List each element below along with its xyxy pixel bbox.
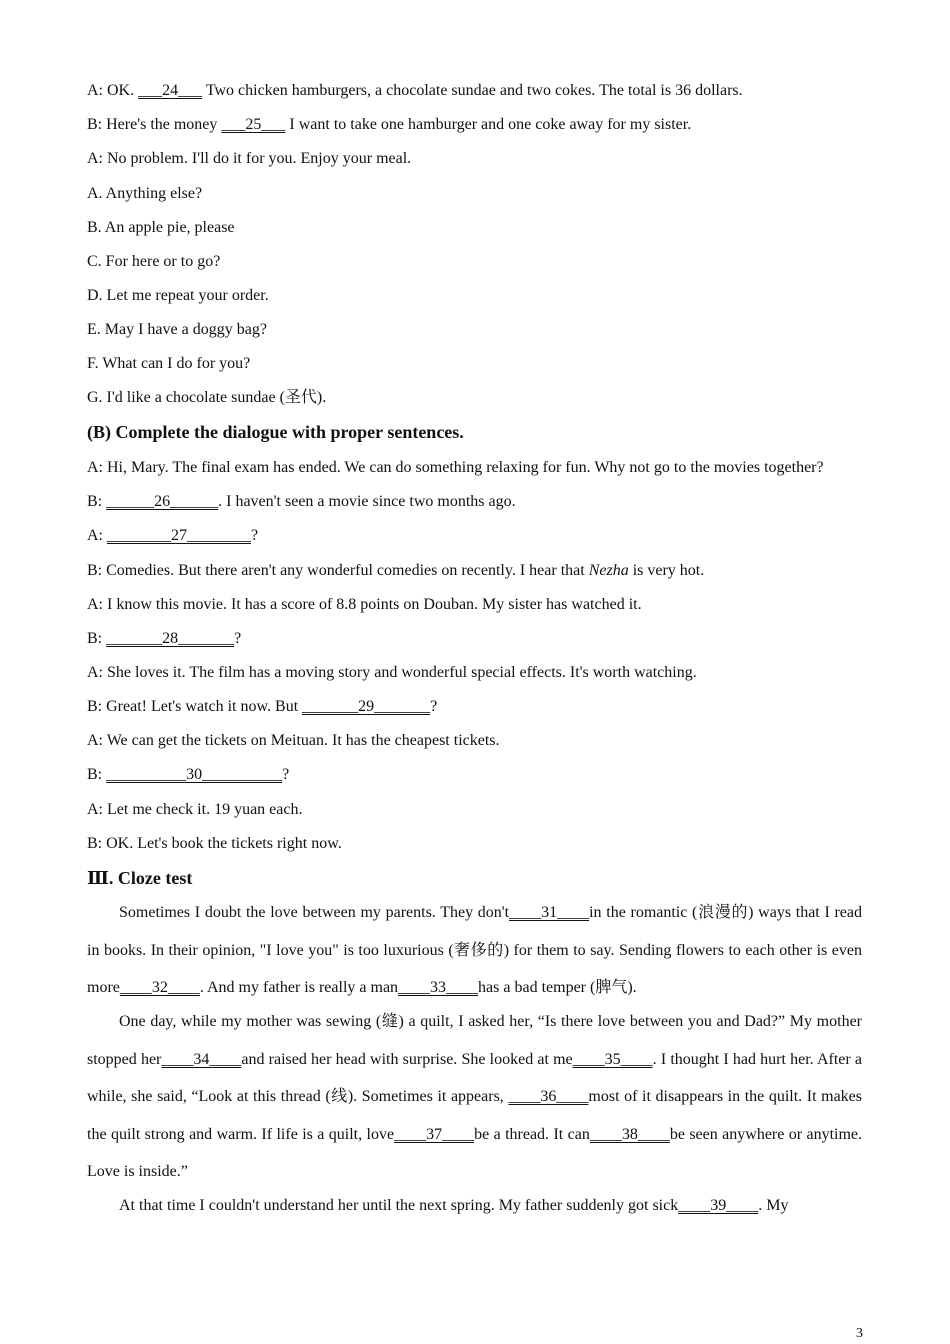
answer-blank-31: ____31____ [509,904,590,921]
cloze-text: . My [758,1197,789,1214]
line-text: A: Let me check it. 19 yuan each. [87,801,303,818]
answer-blank-30: __________30__________ [106,766,283,783]
answer-blank-25: ___25___ [221,116,286,133]
line-text: ? [251,527,259,544]
answer-blank-36: ____36____ [508,1088,589,1105]
cloze-text: most of it disappears in the quilt. It makes the quilt strong and warm. If life is a quilt, love [87,1088,862,1143]
cloze-paragraph-2 [87,1003,862,1191]
line-text: A: Hi, Mary. The final exam has ended. We can do something relaxing for fun. Why not go to the movies together? [87,459,824,476]
option-b: B. An apple pie, please [87,219,235,236]
line-text: A: No problem. I'll do it for you. Enjoy your meal. [87,150,412,167]
line-text: A: She loves it. The film has a moving story and wonderful special effects. It's worth watching. [87,664,697,681]
dialogue-line-b7 [87,663,697,683]
speaker-label: B: [87,630,107,647]
speaker-label: A: [87,527,107,544]
cloze-text: be seen anywhere or anytime. Love is inside.” [87,1125,863,1180]
dialogue-line-a2 [87,115,691,135]
dialogue-line-b3 [87,526,258,546]
line-text: A: We can get the tickets on Meituan. It has the cheapest tickets. [87,732,500,749]
line-text: A: OK. [87,82,139,99]
option-e: E. May I have a doggy bag? [87,321,267,338]
cloze-paragraph-1 [87,894,862,1007]
line-text: is very hot. [628,562,705,579]
answer-blank-27: ________27________ [107,527,251,544]
speaker-label: B: [87,766,107,783]
answer-blank-29: _______29_______ [302,698,431,715]
answer-blank-33: ____33____ [398,979,479,996]
cloze-text: At that time I couldn't understand her until the next spring. My father suddenly got sick [119,1197,679,1214]
cloze-text: . I thought I had hurt her. After a while, she said, “Look at this thread (线). Sometimes it appears, [87,1050,863,1105]
line-text: I want to take one hamburger and one coke away for my sister. [285,116,692,133]
section-b-heading: (B) Complete the dialogue with proper sentences. [87,422,464,442]
answer-blank-26: ______26______ [106,493,219,510]
dialogue-line-b6 [87,629,241,649]
line-text: ? [234,630,242,647]
speaker-label: B: [87,493,107,510]
dialogue-line-b12 [87,834,342,854]
cloze-text: . And my father is really a man [199,979,399,996]
section-3-heading: Ⅲ. Cloze test [87,868,193,888]
answer-blank-34: ____34____ [161,1050,242,1068]
answer-blank-39: ____39____ [678,1197,759,1214]
line-text: . I haven't seen a movie since two months ago. [218,493,516,510]
option-d: D. Let me repeat your order. [87,287,269,304]
line-text: B: Great! Let's watch it now. But [87,698,303,715]
line-text: B: Here's the money [87,116,222,133]
answer-blank-24: ___24___ [138,82,203,99]
dialogue-line-a1 [87,81,743,101]
dialogue-line-b11 [87,800,302,820]
cloze-text: in the romantic (浪漫的) ways that I read in books. In their opinion, "I love you" is too luxurious (奢侈的) for them to say. Sending flowers to each other is even more [87,904,862,996]
cloze-paragraph-3 [87,1187,862,1225]
dialogue-line-b4 [87,561,704,581]
cloze-text: and raised her head with surprise. She looked at me [241,1050,573,1068]
cloze-text: Sometimes I doubt the love between my parents. They don't [119,904,510,921]
answer-blank-32: ____32____ [119,979,200,996]
dialogue-line-b8 [87,697,437,717]
answer-blank-37: ____37____ [394,1125,475,1143]
page-number: 3 [856,1326,863,1341]
dialogue-line-b1 [87,458,824,478]
line-text: B: Comedies. But there aren't any wonderful comedies on recently. I hear that [87,562,589,579]
line-text: ? [430,698,438,715]
cloze-text: One day, while my mother was sewing (缝) a quilt, I asked her, “Is there love between you and Dad?” My mother stopped her [87,1013,863,1068]
dialogue-line-b2 [87,492,516,512]
answer-blank-35: ____35____ [572,1050,653,1068]
option-f: F. What can I do for you? [87,355,251,372]
dialogue-line-b10 [87,765,289,785]
dialogue-line-b9 [87,731,500,751]
cloze-text: be a thread. It can [474,1125,590,1143]
line-text: A: I know this movie. It has a score of 8.8 points on Douban. My sister has watched it. [87,596,642,613]
option-a: A. Anything else? [87,185,203,202]
option-c: C. For here or to go? [87,253,221,270]
movie-title: Nezha [588,562,629,579]
answer-blank-38: ____38____ [589,1125,670,1143]
line-text: Two chicken hamburgers, a chocolate sundae and two cokes. The total is 36 dollars. [202,82,743,99]
answer-blank-28: _______28_______ [106,630,235,647]
dialogue-line-a3 [87,149,411,169]
line-text: ? [282,766,290,783]
option-g: G. I'd like a chocolate sundae (圣代). [87,389,327,406]
line-text: B: OK. Let's book the tickets right now. [87,835,342,852]
cloze-text: has a bad temper (脾气). [478,979,637,996]
dialogue-line-b5 [87,595,642,615]
